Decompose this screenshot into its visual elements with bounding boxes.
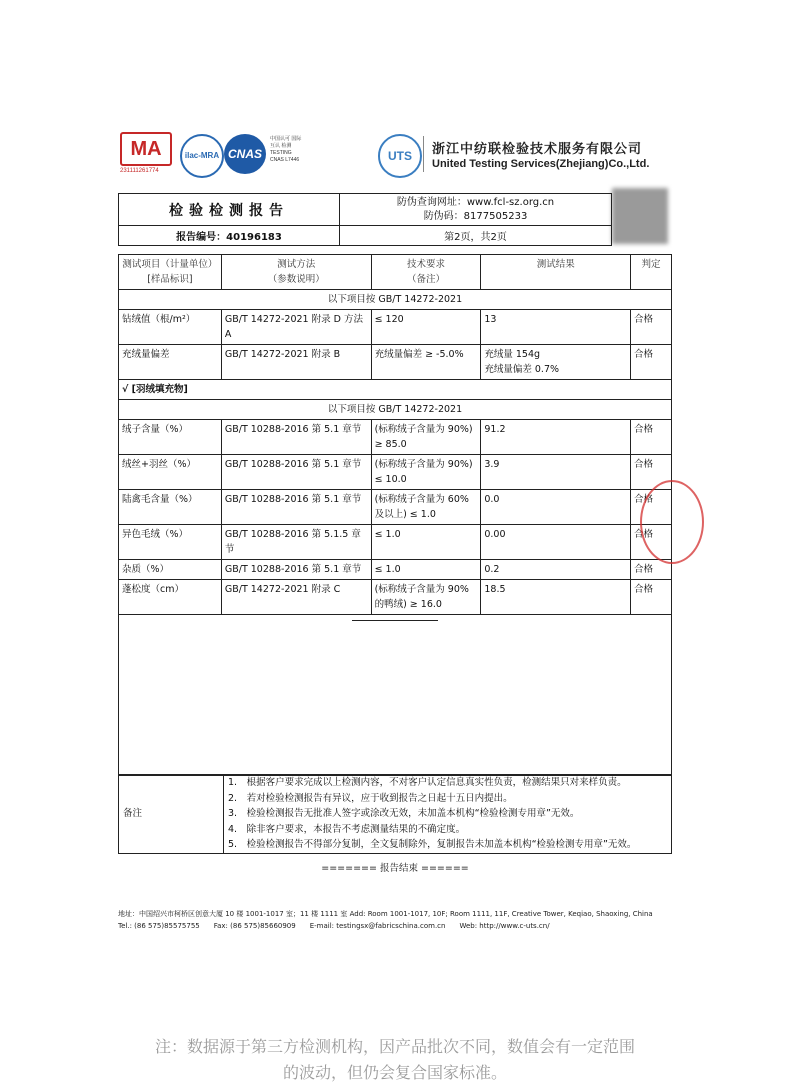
col-req-header: 技术要求 （备注） bbox=[371, 255, 481, 290]
table-row: 陆禽毛含量（%） GB/T 10288-2016 第 5.1 章节 (标称绒子含量为 60% 及以上) ≤ 1.0 0.0 合格 bbox=[119, 490, 672, 525]
address-block bbox=[118, 908, 672, 932]
header-logos bbox=[120, 132, 680, 182]
ma-logo bbox=[120, 132, 170, 178]
contact-line: Tel.: (86 575)85575755 Fax: (86 575)85660909 E-mail: testingsx@fabricschina.com.cn Web: http://www.c-uts.cn/ bbox=[118, 922, 550, 930]
anti-fake-code: 防伪码：8177505233 bbox=[423, 210, 528, 222]
col-item-header: 测试项目（计量单位） [样品标识] bbox=[119, 255, 222, 290]
cnas-logo: CNAS bbox=[224, 134, 266, 174]
table-row: 充绒量偏差 GB/T 14272-2021 附录 B 充绒量偏差 ≥ -5.0% 充绒量 154g 充绒量偏差 0.7% 合格 bbox=[119, 345, 672, 380]
cnas-caption: 中国认可 国际互认 检测 TESTING CNAS L7446 bbox=[270, 136, 302, 163]
website: 防伪查询网址：www.fcl-sz.org.cn bbox=[396, 196, 555, 208]
note-item: 2. 若对检验检测报告有异议，应于收到报告之日起十五日内提出。 bbox=[228, 792, 513, 804]
table-row: 绒丝+羽丝（%） GB/T 10288-2016 第 5.1 章节 (标称绒子含量为 90%) ≤ 10.0 3.9 合格 bbox=[119, 455, 672, 490]
note-item: 4. 除非客户要求，本报告不考虑测量结果的不确定度。 bbox=[228, 823, 466, 835]
page-indicator: 第2页，共2页 bbox=[340, 226, 612, 246]
report-meta bbox=[340, 194, 612, 226]
table-row: 蓬松度（cm） GB/T 14272-2021 附录 C (标称绒子含量为 90% 的鸭绒) ≥ 16.0 18.5 合格 bbox=[119, 580, 672, 615]
address-line: 地址：中国绍兴市柯桥区创意大厦 10 楼 1001-1017 室；11 楼 1111 室 Add: Room 1001-1017, 10F; Room 1111, 11F, Creative Tower, Keqiao, Shaoxing, China bbox=[118, 910, 653, 918]
col-method-header: 测试方法 （参数说明） bbox=[221, 255, 371, 290]
table-row: 绒子含量（%） GB/T 10288-2016 第 5.1 章节 (标称绒子含量为 90%) ≥ 85.0 91.2 合格 bbox=[119, 420, 672, 455]
signature-line bbox=[352, 620, 438, 621]
notes-table bbox=[118, 774, 672, 854]
logo-divider bbox=[423, 136, 424, 172]
notes-label: 备注 bbox=[119, 775, 224, 854]
qr-code-blurred bbox=[612, 188, 668, 244]
report-header-table bbox=[118, 193, 612, 246]
ma-number: 231111261774 bbox=[120, 168, 159, 174]
col-result-header: 测试结果 bbox=[481, 255, 631, 290]
col-verdict-header: 判定 bbox=[631, 255, 672, 290]
footnote-line-2: 的波动，但仍会复合国家标准。 bbox=[282, 1063, 507, 1082]
sample-tag: √ [羽绒填充物] bbox=[119, 380, 672, 400]
blank-area bbox=[119, 615, 672, 776]
report-title: 检验检测报告 bbox=[119, 194, 340, 226]
note-item: 5. 检验检测报告不得部分复制，全文复制除外，复制报告未加盖本机构“检验检测专用章”无效。 bbox=[228, 839, 637, 850]
table-row: 钻绒值（根/m²） GB/T 14272-2021 附录 D 方法 A ≤ 120 13 合格 bbox=[119, 310, 672, 345]
section-title: 以下项目按 GB/T 14272-2021 bbox=[119, 290, 672, 310]
uts-logo: UTS bbox=[378, 134, 422, 178]
footnote bbox=[0, 1034, 790, 1086]
table-row: 杂质（%） GB/T 10288-2016 第 5.1 章节 ≤ 1.0 0.2 合格 bbox=[119, 560, 672, 580]
ilac-logo: ilac-MRA bbox=[180, 134, 224, 178]
note-item: 1. 根据客户要求完成以上检测内容，不对客户认定信息真实性负责，检测结果只对来样负责。 bbox=[228, 777, 627, 788]
results-table bbox=[118, 254, 672, 776]
report-number: 报告编号：40196183 bbox=[119, 226, 340, 246]
company-name-en: United Testing Services(Zhejiang)Co.,Ltd. bbox=[432, 158, 650, 170]
report-end: ======= 报告结束 ====== bbox=[321, 863, 469, 874]
red-stamp bbox=[640, 480, 704, 564]
note-item: 3. 检验检测报告无批准人签字或涂改无效，未加盖本机构“检验检测专用章”无效。 bbox=[228, 808, 580, 819]
footnote-line-1: 注：数据源于第三方检测机构，因产品批次不同，数值会有一定范围 bbox=[154, 1037, 635, 1056]
ma-mark: MA bbox=[120, 132, 172, 166]
notes-content bbox=[224, 775, 672, 854]
table-row: 异色毛绒（%） GB/T 10288-2016 第 5.1.5 章节 ≤ 1.0 0.00 合格 bbox=[119, 525, 672, 560]
company-name-cn: 浙江中纺联检验技术服务有限公司 bbox=[432, 142, 643, 157]
table-header-row bbox=[119, 255, 672, 290]
section-title: 以下项目按 GB/T 14272-2021 bbox=[119, 400, 672, 420]
